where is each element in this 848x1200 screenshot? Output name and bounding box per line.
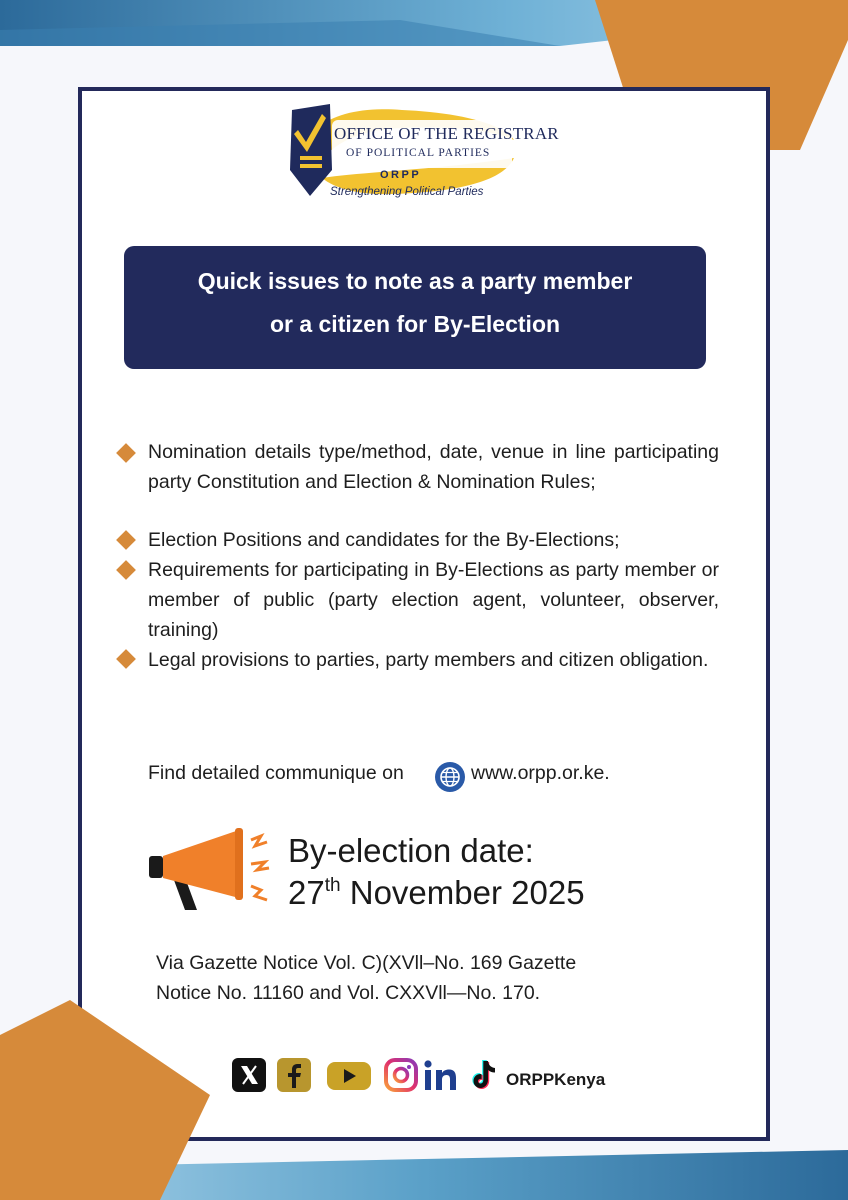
bottom-left-orange-shape — [0, 1000, 210, 1200]
social-handle[interactable]: ORPPKenya — [506, 1070, 606, 1089]
election-date-value — [288, 874, 585, 912]
election-date-label: By-election date: — [288, 832, 534, 869]
logo-title-line2: OF POLITICAL PARTIES — [346, 147, 491, 159]
logo-abbreviation: ORPP — [380, 169, 422, 181]
communique-prefix: Find detailed communique on — [148, 762, 404, 784]
x-icon[interactable] — [232, 1058, 266, 1092]
facebook-icon[interactable] — [277, 1058, 311, 1092]
title-line-1: Quick issues to note as a party member — [197, 268, 633, 294]
website-link[interactable]: www.orpp.or.ke. — [471, 762, 610, 784]
list-item: Requirements for participating in By-Elections as party member or member of public (party election agent, volunteer, observer, training) — [148, 559, 719, 641]
logo-tagline: Strengthening Political Parties — [330, 186, 484, 198]
list-item: Election Positions and candidates for the By-Elections; — [148, 529, 620, 551]
list-item: Nomination details type/method, date, venue in line participating party Constitution and Election & Nomination Rules; — [148, 441, 719, 493]
instagram-icon[interactable] — [384, 1058, 418, 1092]
title-line-2: or a citizen for By-Election — [269, 311, 561, 337]
gazette-notice-line1: Via Gazette Notice Vol. C)(XVll–No. 169 Gazette — [156, 952, 577, 974]
gazette-notice-line2: Notice No. 11160 and Vol. CXXVll—No. 170. — [156, 982, 541, 1004]
youtube-icon[interactable] — [326, 1058, 372, 1092]
list-item: Legal provisions to parties, party members and citizen obligation. — [148, 649, 709, 671]
election-month-year: November 2025 — [349, 874, 585, 911]
logo-title-line1: OFFICE OF THE REGISTRAR — [334, 124, 559, 143]
title-banner — [124, 246, 706, 369]
election-day-ordinal: th — [324, 875, 341, 896]
election-day: 27 — [288, 874, 325, 911]
tiktok-icon[interactable] — [467, 1058, 501, 1092]
globe-icon — [434, 761, 466, 793]
megaphone-icon — [143, 826, 278, 914]
linkedin-icon[interactable] — [423, 1058, 463, 1092]
